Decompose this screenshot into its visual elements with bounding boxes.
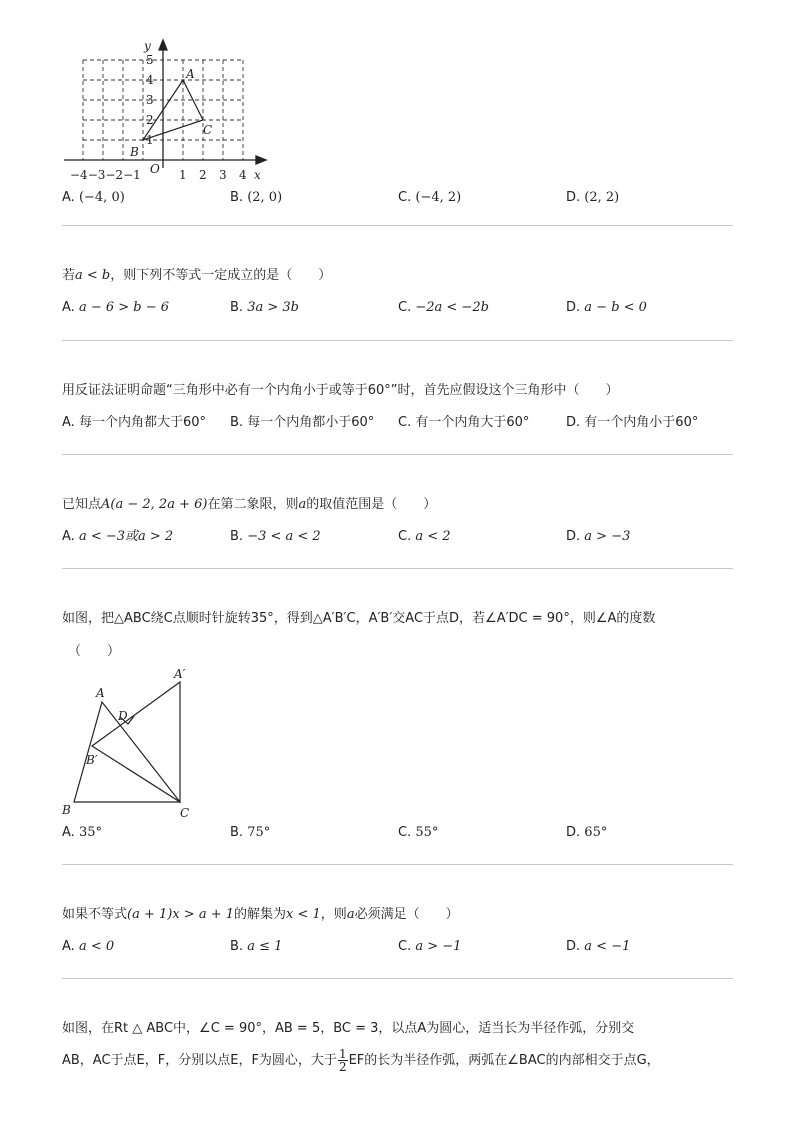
stem-text: 必须满足（ ） [354,907,459,922]
x-tick-2: 2 [199,168,207,182]
option-label: B. [230,825,244,840]
stem-text: 在第二象限，则 [207,497,299,512]
point-a-label: A [186,67,195,81]
option-label: C. [398,529,412,544]
q6-stem [62,906,459,924]
option-label: A. [62,190,75,205]
q3-stem: 用反证法证明命题“三角形中必有一个内角小于或等于60°”时，首先应假设这个三角形中（ ） [62,383,619,398]
stem-text: 的取值范围是（ ） [306,497,437,512]
label-c: C [180,806,190,820]
option-label: A. [62,415,75,430]
q2-option-c[interactable] [398,299,489,317]
option-text: 3a > 3b [247,300,299,315]
label-a: A [96,686,105,700]
option-text: a > −1 [415,939,462,954]
stem-math: (a + 1)x > a + 1 [127,907,235,922]
option-label: A. [62,529,75,544]
option-label: D. [566,825,581,840]
stem-math: a [298,497,307,512]
q1-option-c[interactable] [398,189,461,207]
q1-option-a[interactable] [62,189,125,207]
y-tick-1: 1 [146,133,154,147]
q3-option-c[interactable] [398,414,529,432]
y-axis-arrow [159,40,167,50]
label-a-prime: A′ [174,667,186,681]
stem-text: 已知点 [62,497,102,512]
q5-stem-line1: 如图，把△ABC绕C点顺时针旋转35°，得到△A′B′C，A′B′交AC于点D，若∠A′DC = 90°，则∠A的度数 [62,611,656,626]
x-tick-3: 3 [219,168,227,182]
q6-option-b[interactable] [230,938,282,956]
fraction-numerator: 1 [338,1047,347,1061]
option-label: C. [398,415,412,430]
option-text: a > −3 [584,529,631,544]
option-text: (2, 0) [247,190,283,205]
option-text: 每一个内角都小于60° [247,415,375,430]
option-label: A. [62,300,75,315]
stem-math: x < 1 [286,907,321,922]
x-axis-label: x [254,168,261,182]
y-tick-4: 4 [146,73,154,87]
stem-text: ，则下列不等式一定成立的是（ ） [110,268,332,283]
option-label: B. [230,939,244,954]
q5-stem-line2: （ ） [68,644,121,659]
option-label: B. [230,300,244,315]
option-text: 35° [78,825,102,840]
divider [62,568,733,569]
stem-text: AB，AC于点E，F，分别以点E，F为圆心，大于 [62,1053,337,1068]
q6-option-d[interactable] [566,938,630,956]
x-axis-arrow [256,156,266,164]
q3-option-a[interactable] [62,414,206,432]
option-text: a ≤ 1 [247,939,283,954]
point-c-label: C [203,123,213,137]
y-tick-5: 5 [146,53,154,67]
q6-option-a[interactable] [62,938,114,956]
option-text: (2, 2) [584,190,620,205]
option-label: D. [566,300,581,315]
option-label: A. [62,825,75,840]
divider [62,864,733,865]
option-text: 55° [415,825,439,840]
q3-option-b[interactable] [230,414,374,432]
option-text: 75° [247,825,271,840]
q2-option-d[interactable] [566,299,647,317]
q3-option-d[interactable] [566,414,698,432]
q4-option-c[interactable] [398,528,451,546]
label-b-prime: B′ [86,753,98,767]
label-b: B [62,803,71,817]
q5-option-a[interactable] [62,824,102,842]
stem-text: EF的长为半径作弧，两弧在∠BAC的内部相交于点G， [348,1053,660,1068]
q4-option-b[interactable] [230,528,321,546]
option-label: C. [398,190,412,205]
point-b-label: B [130,145,139,159]
option-label: C. [398,300,412,315]
option-text: a − b < 0 [584,300,647,315]
option-text: (−4, 2) [415,190,462,205]
option-text: a < 0 [78,939,115,954]
q2-option-a[interactable] [62,299,169,317]
rotation-figure [58,662,208,822]
y-axis-label: y [144,39,151,53]
divider [62,454,733,455]
x-tick-1: 1 [179,168,187,182]
option-text: −3 < a < 2 [247,529,321,544]
divider [62,978,733,979]
fraction [338,1048,348,1073]
triangle-abc [143,80,203,140]
stem-text: 的解集为 [234,907,287,922]
stem-math: A(a − 2, 2a + 6) [101,497,208,512]
origin-label: O [150,162,160,176]
q7-stem-line2 [62,1046,660,1076]
x-tick-4: 4 [239,168,247,182]
option-text: a < −1 [584,939,631,954]
option-text: a < −3或a > 2 [78,529,174,544]
stem-text: 若 [62,268,76,283]
option-label: D. [566,939,581,954]
q2-stem [62,267,331,285]
q5-option-b[interactable] [230,824,270,842]
q4-stem [62,496,436,514]
option-text: (−4, 0) [78,190,125,205]
option-text: a < 2 [415,529,451,544]
divider [62,340,733,341]
option-label: D. [566,529,581,544]
option-text: 每一个内角都大于60° [78,415,206,430]
stem-text: ，则 [320,907,347,922]
option-label: D. [566,190,581,205]
coordinate-graph [60,36,275,186]
divider [62,225,733,226]
option-label: A. [62,939,75,954]
x-ticks-negative: −4−3−2−1 [70,168,141,182]
option-text: 65° [584,825,608,840]
q4-option-d[interactable] [566,528,630,546]
stem-math: a < b [75,268,111,283]
q4-option-a[interactable] [62,528,173,546]
option-text: 有一个内角小于60° [584,415,699,430]
triangle-a-prime-b-prime-c [92,682,180,802]
stem-text: 如果不等式 [62,907,128,922]
q6-option-c[interactable] [398,938,461,956]
option-label: C. [398,825,412,840]
option-label: D. [566,415,581,430]
stem-math: a [346,907,355,922]
q2-option-b[interactable] [230,299,299,317]
q5-option-d[interactable] [566,824,607,842]
option-text: a − 6 > b − 6 [78,300,170,315]
option-text: 有一个内角大于60° [415,415,530,430]
y-tick-labels [146,53,154,147]
option-label: B. [230,529,244,544]
label-d: D [118,709,128,723]
option-label: B. [230,415,244,430]
y-tick-2: 2 [146,113,154,127]
q1-option-d[interactable] [566,189,619,207]
y-tick-3: 3 [146,93,154,107]
fraction-denominator: 2 [338,1060,347,1074]
option-label: B. [230,190,244,205]
q1-option-b[interactable] [230,189,282,207]
option-label: C. [398,939,412,954]
q5-option-c[interactable] [398,824,438,842]
option-text: −2a < −2b [415,300,489,315]
q7-stem-line1: 如图，在Rt △ ABC中，∠C = 90°，AB = 5，BC = 3，以点A为圆心，适当长为半径作弧，分别交 [62,1021,635,1036]
